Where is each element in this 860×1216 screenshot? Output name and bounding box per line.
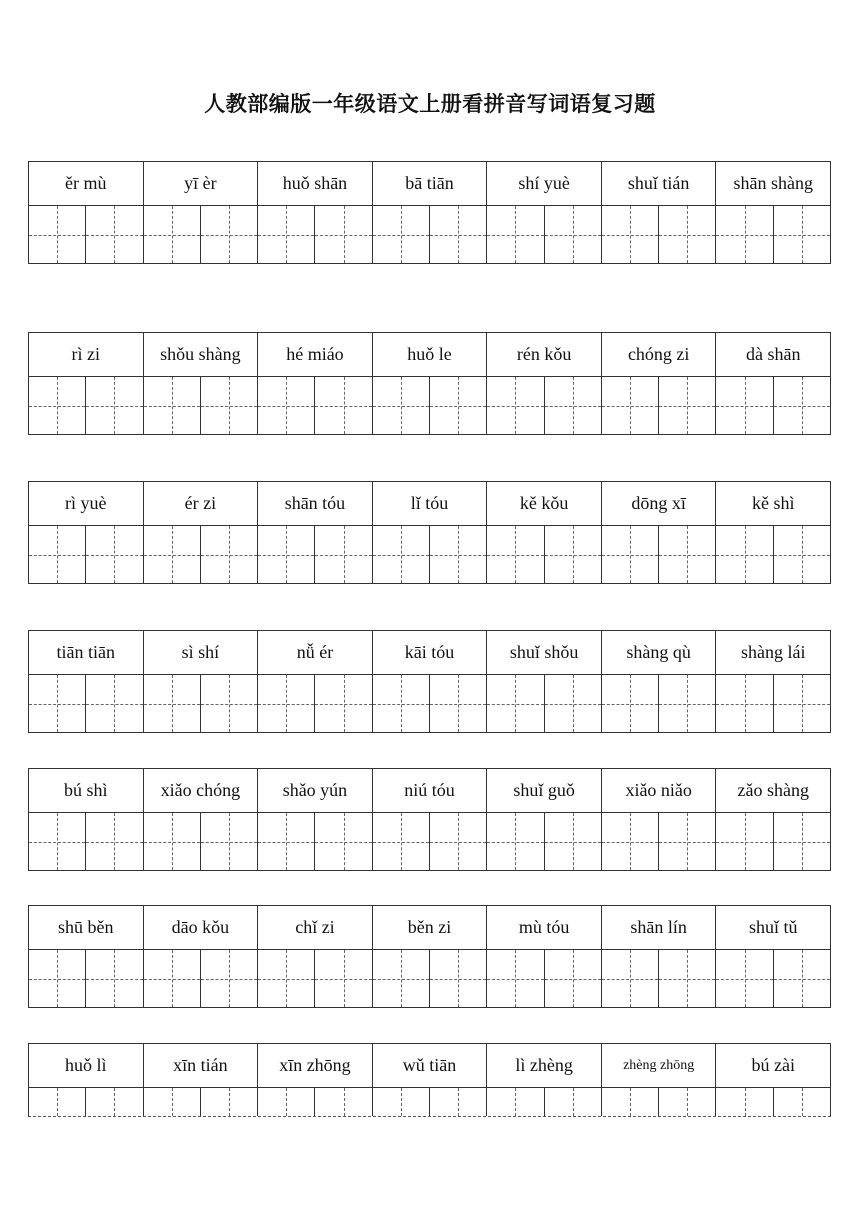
writing-box[interactable] — [716, 206, 831, 263]
writing-box[interactable] — [258, 813, 373, 870]
character-cell[interactable] — [85, 675, 142, 732]
pinyin-label: rì zi — [29, 333, 144, 376]
character-cell[interactable] — [314, 675, 371, 732]
pinyin-label: kāi tóu — [373, 631, 488, 674]
writing-box[interactable] — [716, 377, 831, 434]
character-cell[interactable] — [258, 526, 314, 583]
character-cell[interactable] — [716, 377, 772, 434]
character-cell[interactable] — [373, 813, 429, 870]
character-cell[interactable] — [258, 950, 314, 1007]
character-cell[interactable] — [258, 813, 314, 870]
writing-box[interactable] — [258, 526, 373, 583]
writing-box[interactable] — [258, 950, 373, 1007]
pinyin-label: tiān tiān — [29, 631, 144, 674]
pinyin-label: shān shàng — [716, 162, 831, 205]
character-cell[interactable] — [487, 813, 543, 870]
writing-box[interactable] — [29, 526, 144, 583]
writing-box[interactable] — [258, 1088, 373, 1116]
writing-box[interactable] — [602, 950, 717, 1007]
pinyin-label: shuǐ tián — [602, 162, 717, 205]
writing-box[interactable] — [29, 813, 144, 870]
character-cell[interactable] — [487, 675, 543, 732]
character-cell[interactable] — [658, 950, 715, 1007]
pinyin-label: huǒ lì — [29, 1044, 144, 1087]
writing-grid-row — [28, 675, 831, 733]
character-cell[interactable] — [258, 1088, 314, 1116]
writing-box[interactable] — [487, 950, 602, 1007]
writing-box[interactable] — [716, 675, 831, 732]
pinyin-label: shǎo yún — [258, 769, 373, 812]
pinyin-label: zǎo shàng — [716, 769, 831, 812]
character-cell[interactable] — [602, 813, 658, 870]
writing-box[interactable] — [602, 1088, 717, 1116]
writing-box[interactable] — [716, 1088, 831, 1116]
pinyin-label: shí yuè — [487, 162, 602, 205]
pinyin-label: shū běn — [29, 906, 144, 949]
character-cell[interactable] — [144, 675, 200, 732]
writing-grid-row — [28, 206, 831, 264]
writing-box[interactable] — [258, 206, 373, 263]
character-cell[interactable] — [658, 1088, 715, 1116]
character-cell[interactable] — [373, 377, 429, 434]
word-row-3 — [28, 481, 831, 584]
writing-box[interactable] — [716, 526, 831, 583]
character-cell[interactable] — [429, 1088, 486, 1116]
character-cell[interactable] — [487, 526, 543, 583]
word-row-1 — [28, 161, 831, 264]
character-cell[interactable] — [716, 206, 772, 263]
writing-grid-row — [28, 377, 831, 435]
character-cell[interactable] — [773, 675, 830, 732]
character-cell[interactable] — [29, 377, 85, 434]
character-cell[interactable] — [85, 526, 142, 583]
character-cell[interactable] — [544, 206, 601, 263]
writing-box[interactable] — [373, 526, 488, 583]
pinyin-label: niú tóu — [373, 769, 488, 812]
word-row-7 — [28, 1043, 831, 1117]
character-cell[interactable] — [373, 526, 429, 583]
character-cell[interactable] — [200, 950, 257, 1007]
pinyin-label: xiǎo chóng — [144, 769, 259, 812]
pinyin-label: ěr mù — [29, 162, 144, 205]
character-cell[interactable] — [773, 206, 830, 263]
pinyin-label: shàng lái — [716, 631, 831, 674]
writing-box[interactable] — [258, 675, 373, 732]
writing-box[interactable] — [144, 675, 259, 732]
character-cell[interactable] — [773, 526, 830, 583]
writing-box[interactable] — [29, 675, 144, 732]
character-cell[interactable] — [85, 206, 142, 263]
character-cell[interactable] — [85, 1088, 142, 1116]
character-cell[interactable] — [314, 377, 371, 434]
pinyin-label: bú shì — [29, 769, 144, 812]
writing-box[interactable] — [144, 206, 259, 263]
character-cell[interactable] — [29, 526, 85, 583]
character-cell[interactable] — [716, 675, 772, 732]
pinyin-label: dōng xī — [602, 482, 717, 525]
character-cell[interactable] — [716, 950, 772, 1007]
character-cell[interactable] — [258, 206, 314, 263]
character-cell[interactable] — [429, 950, 486, 1007]
character-cell[interactable] — [658, 377, 715, 434]
character-cell[interactable] — [29, 1088, 85, 1116]
pinyin-label: mù tóu — [487, 906, 602, 949]
character-cell[interactable] — [544, 377, 601, 434]
pinyin-label: huǒ shān — [258, 162, 373, 205]
character-cell[interactable] — [314, 526, 371, 583]
character-cell[interactable] — [144, 813, 200, 870]
character-cell[interactable] — [716, 1088, 772, 1116]
character-cell[interactable] — [544, 526, 601, 583]
word-row-6 — [28, 905, 831, 1008]
pinyin-row — [28, 1043, 831, 1088]
character-cell[interactable] — [773, 377, 830, 434]
pinyin-label: shān lín — [602, 906, 717, 949]
character-cell[interactable] — [602, 950, 658, 1007]
character-cell[interactable] — [314, 813, 371, 870]
writing-grid-row — [28, 526, 831, 584]
character-cell[interactable] — [373, 1088, 429, 1116]
writing-box[interactable] — [29, 950, 144, 1007]
character-cell[interactable] — [373, 675, 429, 732]
pinyin-label: yī èr — [144, 162, 259, 205]
writing-box[interactable] — [373, 675, 488, 732]
writing-box[interactable] — [716, 950, 831, 1007]
writing-grid-row — [28, 950, 831, 1008]
character-cell[interactable] — [429, 813, 486, 870]
writing-box[interactable] — [716, 813, 831, 870]
character-cell[interactable] — [716, 813, 772, 870]
pinyin-label: shàng qù — [602, 631, 717, 674]
pinyin-label: bú zài — [716, 1044, 831, 1087]
pinyin-label: shǒu shàng — [144, 333, 259, 376]
writing-box[interactable] — [487, 1088, 602, 1116]
character-cell[interactable] — [144, 526, 200, 583]
character-cell[interactable] — [29, 813, 85, 870]
character-cell[interactable] — [144, 206, 200, 263]
character-cell[interactable] — [487, 206, 543, 263]
writing-box[interactable] — [144, 950, 259, 1007]
character-cell[interactable] — [29, 950, 85, 1007]
writing-box[interactable] — [144, 813, 259, 870]
writing-box[interactable] — [373, 206, 488, 263]
character-cell[interactable] — [429, 526, 486, 583]
writing-box[interactable] — [602, 206, 717, 263]
pinyin-label: xīn tián — [144, 1044, 259, 1087]
pinyin-label: sì shí — [144, 631, 259, 674]
writing-box[interactable] — [487, 206, 602, 263]
character-cell[interactable] — [716, 526, 772, 583]
pinyin-label: shuǐ shǒu — [487, 631, 602, 674]
writing-box[interactable] — [487, 813, 602, 870]
pinyin-label: huǒ le — [373, 333, 488, 376]
pinyin-label: shuǐ tǔ — [716, 906, 831, 949]
character-cell[interactable] — [658, 206, 715, 263]
writing-box[interactable] — [29, 206, 144, 263]
character-cell[interactable] — [487, 377, 543, 434]
writing-box[interactable] — [373, 1088, 488, 1116]
pinyin-label: lǐ tóu — [373, 482, 488, 525]
pinyin-label: lì zhèng — [487, 1044, 602, 1087]
writing-grid-row — [28, 1088, 831, 1117]
character-cell[interactable] — [602, 377, 658, 434]
character-cell[interactable] — [373, 206, 429, 263]
character-cell[interactable] — [429, 206, 486, 263]
word-row-2 — [28, 332, 831, 435]
pinyin-label: nǚ ér — [258, 631, 373, 674]
writing-box[interactable] — [29, 1088, 144, 1116]
character-cell[interactable] — [602, 675, 658, 732]
character-cell[interactable] — [29, 675, 85, 732]
character-cell[interactable] — [544, 675, 601, 732]
page-title: 人教部编版一年级语文上册看拼音写词语复习题 — [204, 91, 656, 116]
pinyin-label: shuǐ guǒ — [487, 769, 602, 812]
pinyin-row — [28, 161, 831, 206]
character-cell[interactable] — [314, 206, 371, 263]
character-cell[interactable] — [200, 1088, 257, 1116]
pinyin-row — [28, 905, 831, 950]
character-cell[interactable] — [487, 1088, 543, 1116]
character-cell[interactable] — [85, 813, 142, 870]
writing-box[interactable] — [487, 377, 602, 434]
pinyin-label: dāo kǒu — [144, 906, 259, 949]
character-cell[interactable] — [314, 950, 371, 1007]
character-cell[interactable] — [602, 526, 658, 583]
character-cell[interactable] — [314, 1088, 371, 1116]
pinyin-label: rén kǒu — [487, 333, 602, 376]
pinyin-label: kě shì — [716, 482, 831, 525]
writing-box[interactable] — [602, 526, 717, 583]
character-cell[interactable] — [773, 950, 830, 1007]
character-cell[interactable] — [544, 950, 601, 1007]
character-cell[interactable] — [658, 526, 715, 583]
pinyin-label: kě kǒu — [487, 482, 602, 525]
character-cell[interactable] — [258, 377, 314, 434]
pinyin-row — [28, 481, 831, 526]
character-cell[interactable] — [258, 675, 314, 732]
writing-box[interactable] — [373, 813, 488, 870]
character-cell[interactable] — [773, 1088, 830, 1116]
pinyin-label: xīn zhōng — [258, 1044, 373, 1087]
pinyin-label: xiǎo niǎo — [602, 769, 717, 812]
character-cell[interactable] — [144, 950, 200, 1007]
character-cell[interactable] — [773, 813, 830, 870]
character-cell[interactable] — [85, 950, 142, 1007]
pinyin-label: ér zi — [144, 482, 259, 525]
character-cell[interactable] — [200, 206, 257, 263]
pinyin-label: bā tiān — [373, 162, 488, 205]
writing-box[interactable] — [602, 675, 717, 732]
character-cell[interactable] — [85, 377, 142, 434]
writing-box[interactable] — [602, 377, 717, 434]
pinyin-label: zhèng zhōng — [602, 1044, 717, 1087]
character-cell[interactable] — [29, 206, 85, 263]
writing-grid-row — [28, 813, 831, 871]
character-cell[interactable] — [429, 675, 486, 732]
character-cell[interactable] — [144, 1088, 200, 1116]
pinyin-label: shān tóu — [258, 482, 373, 525]
writing-box[interactable] — [373, 950, 488, 1007]
pinyin-label: chóng zi — [602, 333, 717, 376]
writing-box[interactable] — [144, 526, 259, 583]
pinyin-label: wǔ tiān — [373, 1044, 488, 1087]
pinyin-label: rì yuè — [29, 482, 144, 525]
character-cell[interactable] — [200, 526, 257, 583]
character-cell[interactable] — [200, 377, 257, 434]
character-cell[interactable] — [544, 813, 601, 870]
character-cell[interactable] — [602, 1088, 658, 1116]
pinyin-label: běn zi — [373, 906, 488, 949]
character-cell[interactable] — [487, 950, 543, 1007]
character-cell[interactable] — [544, 1088, 601, 1116]
pinyin-row — [28, 768, 831, 813]
character-cell[interactable] — [429, 377, 486, 434]
pinyin-row — [28, 332, 831, 377]
pinyin-label: dà shān — [716, 333, 831, 376]
writing-box[interactable] — [487, 526, 602, 583]
character-cell[interactable] — [200, 675, 257, 732]
pinyin-label: hé miáo — [258, 333, 373, 376]
character-cell[interactable] — [658, 813, 715, 870]
writing-box[interactable] — [144, 377, 259, 434]
character-cell[interactable] — [373, 950, 429, 1007]
writing-box[interactable] — [258, 377, 373, 434]
writing-box[interactable] — [373, 377, 488, 434]
character-cell[interactable] — [144, 377, 200, 434]
pinyin-row — [28, 630, 831, 675]
writing-box[interactable] — [29, 377, 144, 434]
writing-box[interactable] — [487, 675, 602, 732]
pinyin-label: chǐ zi — [258, 906, 373, 949]
character-cell[interactable] — [200, 813, 257, 870]
word-row-5 — [28, 768, 831, 871]
writing-box[interactable] — [602, 813, 717, 870]
word-row-4 — [28, 630, 831, 733]
character-cell[interactable] — [602, 206, 658, 263]
writing-box[interactable] — [144, 1088, 259, 1116]
character-cell[interactable] — [658, 675, 715, 732]
